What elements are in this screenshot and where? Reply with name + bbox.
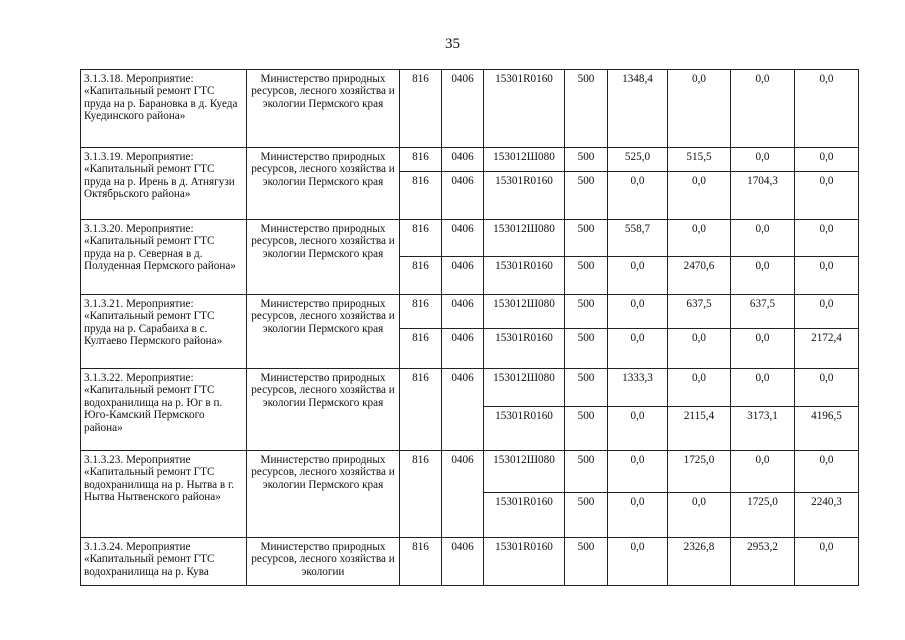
grbs-cell: 816 xyxy=(400,220,442,257)
section-code-cell: 0406 xyxy=(442,220,484,257)
amount-cell-2: 0,0 xyxy=(668,70,731,148)
responsible-org-cell: Министерство природных ресурсов, лесного хозяйства и экологии Пермского края xyxy=(247,295,400,369)
amount-cell-3: 0,0 xyxy=(731,329,795,369)
target-article-cell: 153012Ш080 xyxy=(484,295,565,329)
grbs-cell: 816 xyxy=(400,148,442,172)
grbs-cell: 816 xyxy=(400,329,442,369)
amount-cell-4: 0,0 xyxy=(795,369,859,407)
amount-cell-2: 0,0 xyxy=(668,369,731,407)
amount-cell-4: 2240,3 xyxy=(795,493,859,538)
target-article-cell: 15301R0160 xyxy=(484,70,565,148)
grbs-cell: 816 xyxy=(400,172,442,220)
expense-type-cell: 500 xyxy=(565,257,608,295)
responsible-org-cell: Министерство природных ресурсов, лесного хозяйства и экологии xyxy=(247,538,400,586)
section-code-cell: 0406 xyxy=(442,329,484,369)
amount-cell-3: 1704,3 xyxy=(731,172,795,220)
amount-cell-2: 0,0 xyxy=(668,220,731,257)
amount-cell-1: 0,0 xyxy=(608,172,668,220)
target-article-cell: 153012Ш080 xyxy=(484,451,565,493)
amount-cell-3: 1725,0 xyxy=(731,493,795,538)
amount-cell-3: 637,5 xyxy=(731,295,795,329)
expense-type-cell: 500 xyxy=(565,220,608,257)
section-code-cell: 0406 xyxy=(442,257,484,295)
amount-cell-2: 637,5 xyxy=(668,295,731,329)
responsible-org-cell: Министерство природных ресурсов, лесного хозяйства и экологии Пермского края xyxy=(247,369,400,451)
table-row xyxy=(81,295,859,329)
target-article-cell: 153012Ш080 xyxy=(484,220,565,257)
grbs-cell: 816 xyxy=(400,369,442,451)
amount-cell-3: 0,0 xyxy=(731,148,795,172)
expense-type-cell: 500 xyxy=(565,451,608,493)
table-row xyxy=(81,220,859,257)
amount-cell-4: 4196,5 xyxy=(795,407,859,451)
event-name-cell: 3.1.3.20. Мероприятие: «Капитальный ремонт ГТС пруда на р. Северная в д. Полуденная Пермского района» xyxy=(81,220,247,295)
table-row xyxy=(81,70,859,148)
grbs-cell: 816 xyxy=(400,70,442,148)
responsible-org-cell: Министерство природных ресурсов, лесного хозяйства и экологии Пермского края xyxy=(247,451,400,538)
target-article-cell: 153012Ш080 xyxy=(484,369,565,407)
expense-type-cell: 500 xyxy=(565,493,608,538)
event-name-cell: 3.1.3.21. Мероприятие: «Капитальный ремонт ГТС пруда на р. Сарабаиха в с. Култаево Пермского района» xyxy=(81,295,247,369)
amount-cell-1: 0,0 xyxy=(608,451,668,493)
responsible-org-cell: Министерство природных ресурсов, лесного хозяйства и экологии Пермского края xyxy=(247,220,400,295)
amount-cell-1: 0,0 xyxy=(608,493,668,538)
amount-cell-2: 2115,4 xyxy=(668,407,731,451)
event-name-cell: 3.1.3.18. Мероприятие: «Капитальный ремонт ГТС пруда на р. Барановка в д. Куеда Куединского района» xyxy=(81,70,247,148)
amount-cell-2: 515,5 xyxy=(668,148,731,172)
grbs-cell: 816 xyxy=(400,538,442,586)
budget-table xyxy=(80,69,859,586)
section-code-cell: 0406 xyxy=(442,70,484,148)
event-name-cell: 3.1.3.22. Мероприятие: «Капитальный ремонт ГТС водохранилища на р. Юг в п. Юго-Камский Пермского района» xyxy=(81,369,247,451)
section-code-cell: 0406 xyxy=(442,172,484,220)
section-code-cell: 0406 xyxy=(442,148,484,172)
target-article-cell: 153012Ш080 xyxy=(484,148,565,172)
event-name-cell: 3.1.3.24. Мероприятие «Капитальный ремонт ГТС водохранилища на р. Кува xyxy=(81,538,247,586)
amount-cell-2: 0,0 xyxy=(668,172,731,220)
expense-type-cell: 500 xyxy=(565,172,608,220)
amount-cell-3: 3173,1 xyxy=(731,407,795,451)
target-article-cell: 15301R0160 xyxy=(484,538,565,586)
amount-cell-2: 2470,6 xyxy=(668,257,731,295)
amount-cell-1: 0,0 xyxy=(608,257,668,295)
target-article-cell: 15301R0160 xyxy=(484,257,565,295)
section-code-cell: 0406 xyxy=(442,538,484,586)
amount-cell-4: 0,0 xyxy=(795,70,859,148)
amount-cell-4: 0,0 xyxy=(795,172,859,220)
amount-cell-3: 2953,2 xyxy=(731,538,795,586)
amount-cell-4: 0,0 xyxy=(795,257,859,295)
amount-cell-4: 0,0 xyxy=(795,148,859,172)
expense-type-cell: 500 xyxy=(565,70,608,148)
expense-type-cell: 500 xyxy=(565,538,608,586)
table-row xyxy=(81,369,859,407)
table-row xyxy=(81,451,859,493)
responsible-org-cell: Министерство природных ресурсов, лесного хозяйства и экологии Пермского края xyxy=(247,70,400,148)
target-article-cell: 15301R0160 xyxy=(484,407,565,451)
section-code-cell: 0406 xyxy=(442,451,484,538)
target-article-cell: 15301R0160 xyxy=(484,329,565,369)
section-code-cell: 0406 xyxy=(442,369,484,451)
expense-type-cell: 500 xyxy=(565,407,608,451)
amount-cell-2: 1725,0 xyxy=(668,451,731,493)
amount-cell-4: 0,0 xyxy=(795,538,859,586)
responsible-org-cell: Министерство природных ресурсов, лесного хозяйства и экологии Пермского края xyxy=(247,148,400,220)
table-row xyxy=(81,148,859,172)
expense-type-cell: 500 xyxy=(565,295,608,329)
grbs-cell: 816 xyxy=(400,257,442,295)
amount-cell-2: 0,0 xyxy=(668,493,731,538)
expense-type-cell: 500 xyxy=(565,148,608,172)
amount-cell-1: 1333,3 xyxy=(608,369,668,407)
amount-cell-1: 1348,4 xyxy=(608,70,668,148)
amount-cell-1: 0,0 xyxy=(608,538,668,586)
amount-cell-4: 0,0 xyxy=(795,220,859,257)
grbs-cell: 816 xyxy=(400,295,442,329)
amount-cell-2: 0,0 xyxy=(668,329,731,369)
amount-cell-1: 0,0 xyxy=(608,329,668,369)
amount-cell-3: 0,0 xyxy=(731,70,795,148)
amount-cell-3: 0,0 xyxy=(731,369,795,407)
amount-cell-3: 0,0 xyxy=(731,451,795,493)
expense-type-cell: 500 xyxy=(565,329,608,369)
amount-cell-4: 2172,4 xyxy=(795,329,859,369)
amount-cell-3: 0,0 xyxy=(731,220,795,257)
amount-cell-2: 2326,8 xyxy=(668,538,731,586)
amount-cell-1: 525,0 xyxy=(608,148,668,172)
amount-cell-4: 0,0 xyxy=(795,295,859,329)
page-number: 35 xyxy=(445,36,460,52)
expense-type-cell: 500 xyxy=(565,369,608,407)
grbs-cell: 816 xyxy=(400,451,442,538)
amount-cell-4: 0,0 xyxy=(795,451,859,493)
table-row xyxy=(81,538,859,586)
amount-cell-1: 0,0 xyxy=(608,295,668,329)
event-name-cell: 3.1.3.19. Мероприятие: «Капитальный ремонт ГТС пруда на р. Ирень в д. Атнягузи Октябрьского района» xyxy=(81,148,247,220)
amount-cell-1: 0,0 xyxy=(608,407,668,451)
target-article-cell: 15301R0160 xyxy=(484,493,565,538)
event-name-cell: 3.1.3.23. Мероприятие «Капитальный ремонт ГТС водохранилища на р. Нытва в г. Нытва Нытвенского района» xyxy=(81,451,247,538)
section-code-cell: 0406 xyxy=(442,295,484,329)
amount-cell-1: 558,7 xyxy=(608,220,668,257)
target-article-cell: 15301R0160 xyxy=(484,172,565,220)
amount-cell-3: 0,0 xyxy=(731,257,795,295)
